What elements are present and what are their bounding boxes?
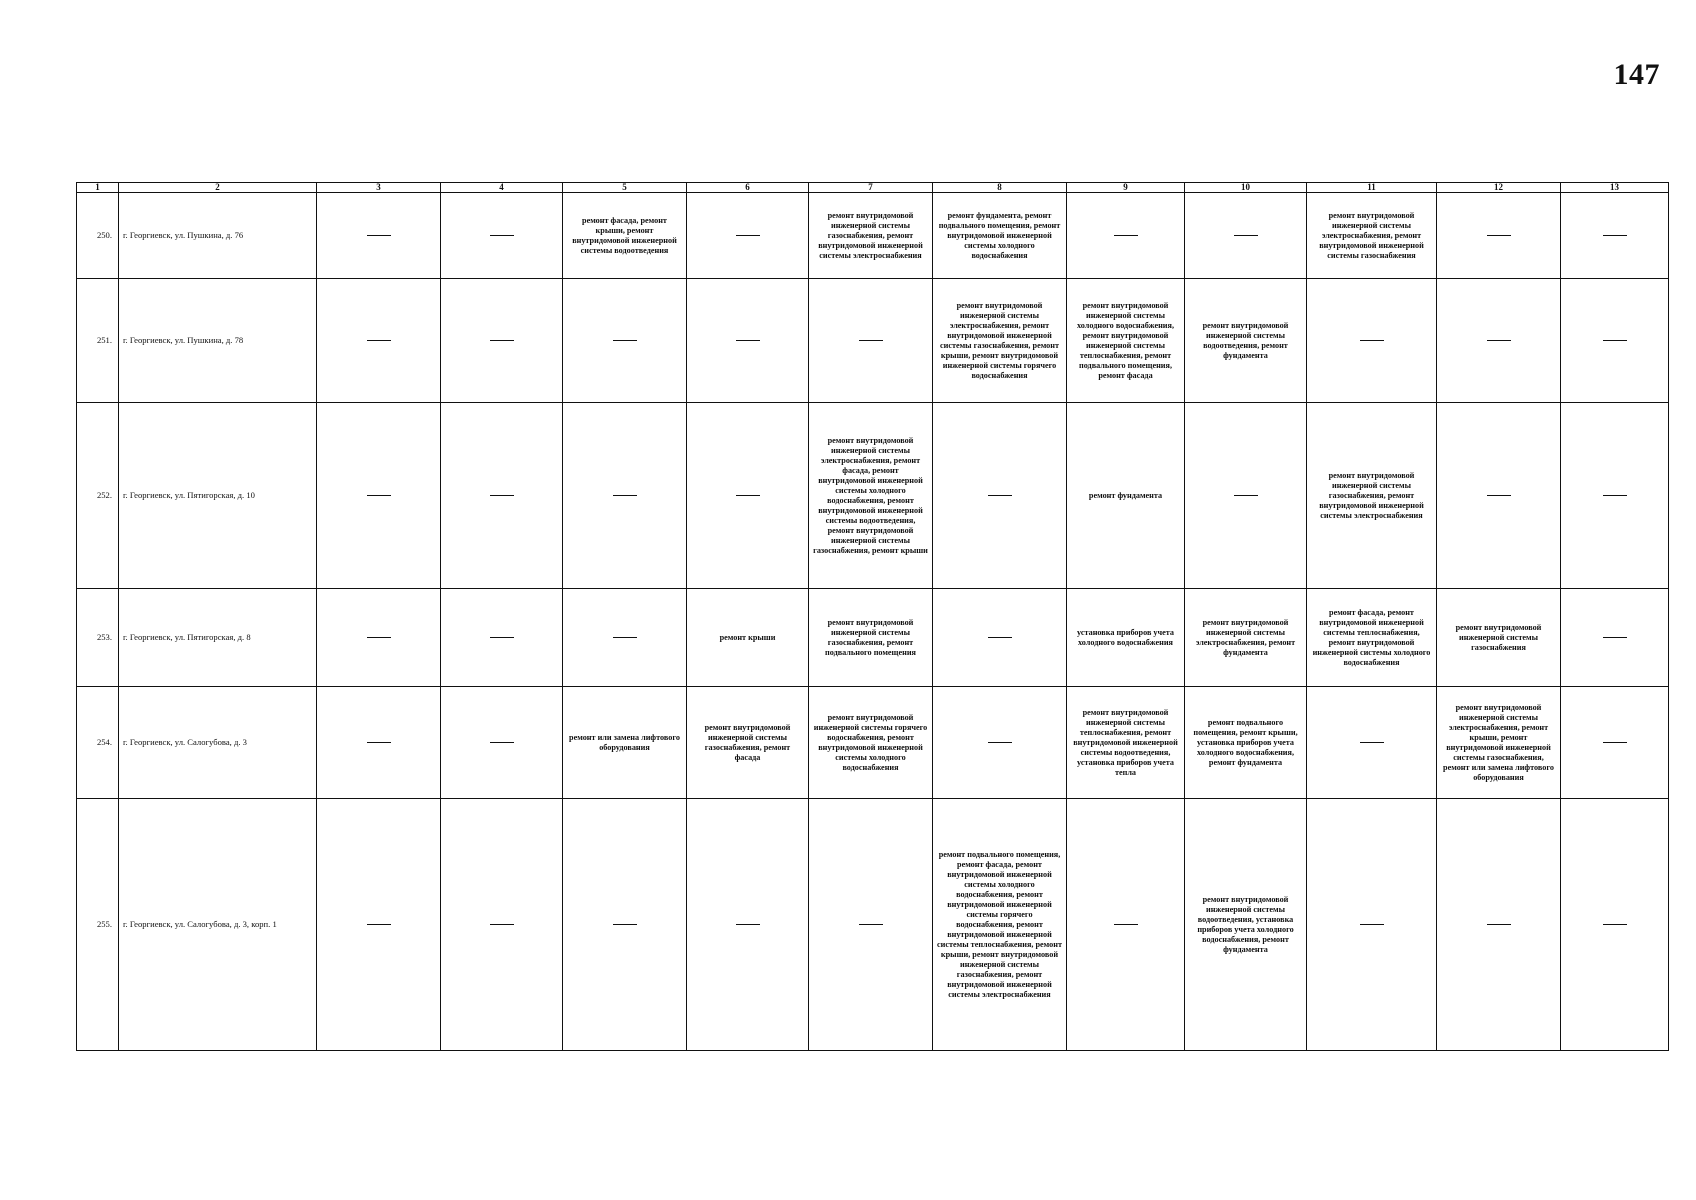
table-row [77,193,1669,279]
works-cell-col-10: ремонт подвального помещения, ремонт крыши, установка приборов учета холодного водоснабжения, ремонт фундамента [1185,687,1307,799]
works-cell-col-9: установка приборов учета холодного водоснабжения [1067,589,1185,687]
works-cell-col-12 [1437,403,1561,589]
column-number-row [77,183,1669,193]
works-cell-col-6: ремонт внутридомовой инженерной системы газоснабжения, ремонт фасада [687,687,809,799]
dash-mark [859,340,883,341]
dash-mark [613,637,637,638]
row-number: 253. [77,589,119,687]
works-cell-col-4 [441,799,563,1051]
works-cell-col-4 [441,403,563,589]
works-cell-col-7: ремонт внутридомовой инженерной системы горячего водоснабжения, ремонт внутридомовой инженерной системы холодного водоснабжения [809,687,933,799]
works-cell-col-11 [1307,799,1437,1051]
column-number-10: 10 [1185,183,1307,193]
column-number-5: 5 [563,183,687,193]
dash-mark [1603,235,1627,236]
dash-mark [490,340,514,341]
dash-mark [613,495,637,496]
works-cell-col-13 [1561,687,1669,799]
works-cell-col-12 [1437,279,1561,403]
column-number-6: 6 [687,183,809,193]
works-cell-col-11 [1307,687,1437,799]
address-cell: г. Георгиевск, ул. Пятигорская, д. 8 [119,589,317,687]
works-cell-col-12 [1437,193,1561,279]
address-cell: г. Георгиевск, ул. Пушкина, д. 76 [119,193,317,279]
works-cell-col-5 [563,589,687,687]
dash-mark [367,340,391,341]
address-cell: г. Георгиевск, ул. Пушкина, д. 78 [119,279,317,403]
row-number: 251. [77,279,119,403]
works-cell-col-5: ремонт фасада, ремонт крыши, ремонт внутридомовой инженерной системы водоотведения [563,193,687,279]
works-cell-col-11 [1307,279,1437,403]
works-cell-col-4 [441,193,563,279]
dash-mark [490,637,514,638]
works-cell-col-6 [687,799,809,1051]
dash-mark [1114,924,1138,925]
works-cell-col-4 [441,279,563,403]
table-row [77,589,1669,687]
dash-mark [367,235,391,236]
row-number: 255. [77,799,119,1051]
works-cell-col-10 [1185,193,1307,279]
dash-mark [1360,340,1384,341]
table-row [77,799,1669,1051]
works-cell-col-7 [809,799,933,1051]
works-cell-col-3 [317,403,441,589]
works-cell-col-3 [317,799,441,1051]
works-cell-col-8 [933,589,1067,687]
dash-mark [1487,924,1511,925]
dash-mark [367,637,391,638]
works-cell-col-9 [1067,193,1185,279]
works-cell-col-6 [687,403,809,589]
works-cell-col-5 [563,279,687,403]
works-cell-col-3 [317,279,441,403]
works-cell-col-3 [317,589,441,687]
dash-mark [736,340,760,341]
works-cell-col-3 [317,687,441,799]
column-number-12: 12 [1437,183,1561,193]
works-cell-col-9: ремонт внутридомовой инженерной системы холодного водоснабжения, ремонт внутридомовой инженерной системы теплоснабжения, ремонт подвального помещения, ремонт фасада [1067,279,1185,403]
works-cell-col-10: ремонт внутридомовой инженерной системы электроснабжения, ремонт фундамента [1185,589,1307,687]
works-cell-col-7: ремонт внутридомовой инженерной системы газоснабжения, ремонт подвального помещения [809,589,933,687]
works-cell-col-13 [1561,799,1669,1051]
column-number-2: 2 [119,183,317,193]
address-cell: г. Георгиевск, ул. Салогубова, д. 3 [119,687,317,799]
dash-mark [988,742,1012,743]
dash-mark [1487,235,1511,236]
row-number: 250. [77,193,119,279]
dash-mark [1487,495,1511,496]
works-cell-col-7 [809,279,933,403]
works-cell-col-12: ремонт внутридомовой инженерной системы газоснабжения [1437,589,1561,687]
dash-mark [613,340,637,341]
column-number-9: 9 [1067,183,1185,193]
page-number: 147 [1613,58,1660,91]
works-cell-col-11: ремонт внутридомовой инженерной системы электроснабжения, ремонт внутридомовой инженерной системы газоснабжения [1307,193,1437,279]
dash-mark [1603,340,1627,341]
dash-mark [1234,495,1258,496]
works-cell-col-7: ремонт внутридомовой инженерной системы газоснабжения, ремонт внутридомовой инженерной системы электроснабжения [809,193,933,279]
dash-mark [1603,637,1627,638]
dash-mark [490,235,514,236]
dash-mark [1487,340,1511,341]
dash-mark [1603,742,1627,743]
works-cell-col-8: ремонт фундамента, ремонт подвального помещения, ремонт внутридомовой инженерной системы холодного водоснабжения [933,193,1067,279]
column-number-4: 4 [441,183,563,193]
dash-mark [490,924,514,925]
dash-mark [988,495,1012,496]
dash-mark [1360,924,1384,925]
dash-mark [1603,924,1627,925]
dash-mark [736,235,760,236]
works-cell-col-9 [1067,799,1185,1051]
works-cell-col-11: ремонт внутридомовой инженерной системы газоснабжения, ремонт внутридомовой инженерной системы электроснабжения [1307,403,1437,589]
works-cell-col-10: ремонт внутридомовой инженерной системы водоотведения, установка приборов учета холодного водоснабжения, ремонт фундамента [1185,799,1307,1051]
works-cell-col-5: ремонт или замена лифтового оборудования [563,687,687,799]
repair-schedule-table [76,182,1669,1051]
dash-mark [1114,235,1138,236]
works-cell-col-12: ремонт внутридомовой инженерной системы электроснабжения, ремонт крыши, ремонт внутридомовой инженерной системы газоснабжения, ремонт или замена лифтового оборудования [1437,687,1561,799]
works-cell-col-4 [441,589,563,687]
address-cell: г. Георгиевск, ул. Пятигорская, д. 10 [119,403,317,589]
works-cell-col-6 [687,193,809,279]
column-number-1: 1 [77,183,119,193]
works-cell-col-6: ремонт крыши [687,589,809,687]
row-number: 252. [77,403,119,589]
row-number: 254. [77,687,119,799]
dash-mark [1360,742,1384,743]
works-cell-col-9: ремонт внутридомовой инженерной системы теплоснабжения, ремонт внутридомовой инженерной системы водоотведения, установка приборов учета тепла [1067,687,1185,799]
works-cell-col-5 [563,403,687,589]
works-cell-col-8: ремонт внутридомовой инженерной системы электроснабжения, ремонт внутридомовой инженерной системы газоснабжения, ремонт крыши, ремонт внутридомовой инженерной системы горячего водоснабжения [933,279,1067,403]
column-number-3: 3 [317,183,441,193]
works-cell-col-6 [687,279,809,403]
column-number-7: 7 [809,183,933,193]
column-number-13: 13 [1561,183,1669,193]
address-cell: г. Георгиевск, ул. Салогубова, д. 3, корп. 1 [119,799,317,1051]
works-cell-col-4 [441,687,563,799]
works-cell-col-8 [933,687,1067,799]
dash-mark [736,924,760,925]
column-number-8: 8 [933,183,1067,193]
dash-mark [367,495,391,496]
table-row [77,687,1669,799]
dash-mark [613,924,637,925]
dash-mark [988,637,1012,638]
dash-mark [1603,495,1627,496]
works-cell-col-13 [1561,589,1669,687]
works-cell-col-12 [1437,799,1561,1051]
dash-mark [367,742,391,743]
works-cell-col-3 [317,193,441,279]
works-cell-col-5 [563,799,687,1051]
works-cell-col-10 [1185,403,1307,589]
dash-mark [367,924,391,925]
dash-mark [490,742,514,743]
works-cell-col-8: ремонт подвального помещения, ремонт фасада, ремонт внутридомовой инженерной системы холодного водоснабжения, ремонт внутридомовой инженерной системы горячего водоснабжения, ремонт внутридомовой инженерной системы теплоснабжения, ремонт крыши, ремонт внутридомовой инженерной системы газоснабжения, ремонт внутридомовой инженерной системы электроснабжения [933,799,1067,1051]
table-row [77,279,1669,403]
works-cell-col-8 [933,403,1067,589]
dash-mark [490,495,514,496]
works-cell-col-13 [1561,279,1669,403]
works-cell-col-10: ремонт внутридомовой инженерной системы водоотведения, ремонт фундамента [1185,279,1307,403]
works-cell-col-13 [1561,403,1669,589]
column-number-11: 11 [1307,183,1437,193]
dash-mark [736,495,760,496]
table-row [77,403,1669,589]
works-cell-col-11: ремонт фасада, ремонт внутридомовой инженерной системы теплоснабжения, ремонт внутридомовой инженерной системы холодного водоснабжения [1307,589,1437,687]
works-cell-col-7: ремонт внутридомовой инженерной системы электроснабжения, ремонт фасада, ремонт внутридомовой инженерной системы холодного водоснабжения, ремонт внутридомовой инженерной системы водоотведения, ремонт внутридомовой инженерной системы газоснабжения, ремонт крыши [809,403,933,589]
dash-mark [859,924,883,925]
dash-mark [1234,235,1258,236]
works-cell-col-13 [1561,193,1669,279]
works-cell-col-9: ремонт фундамента [1067,403,1185,589]
